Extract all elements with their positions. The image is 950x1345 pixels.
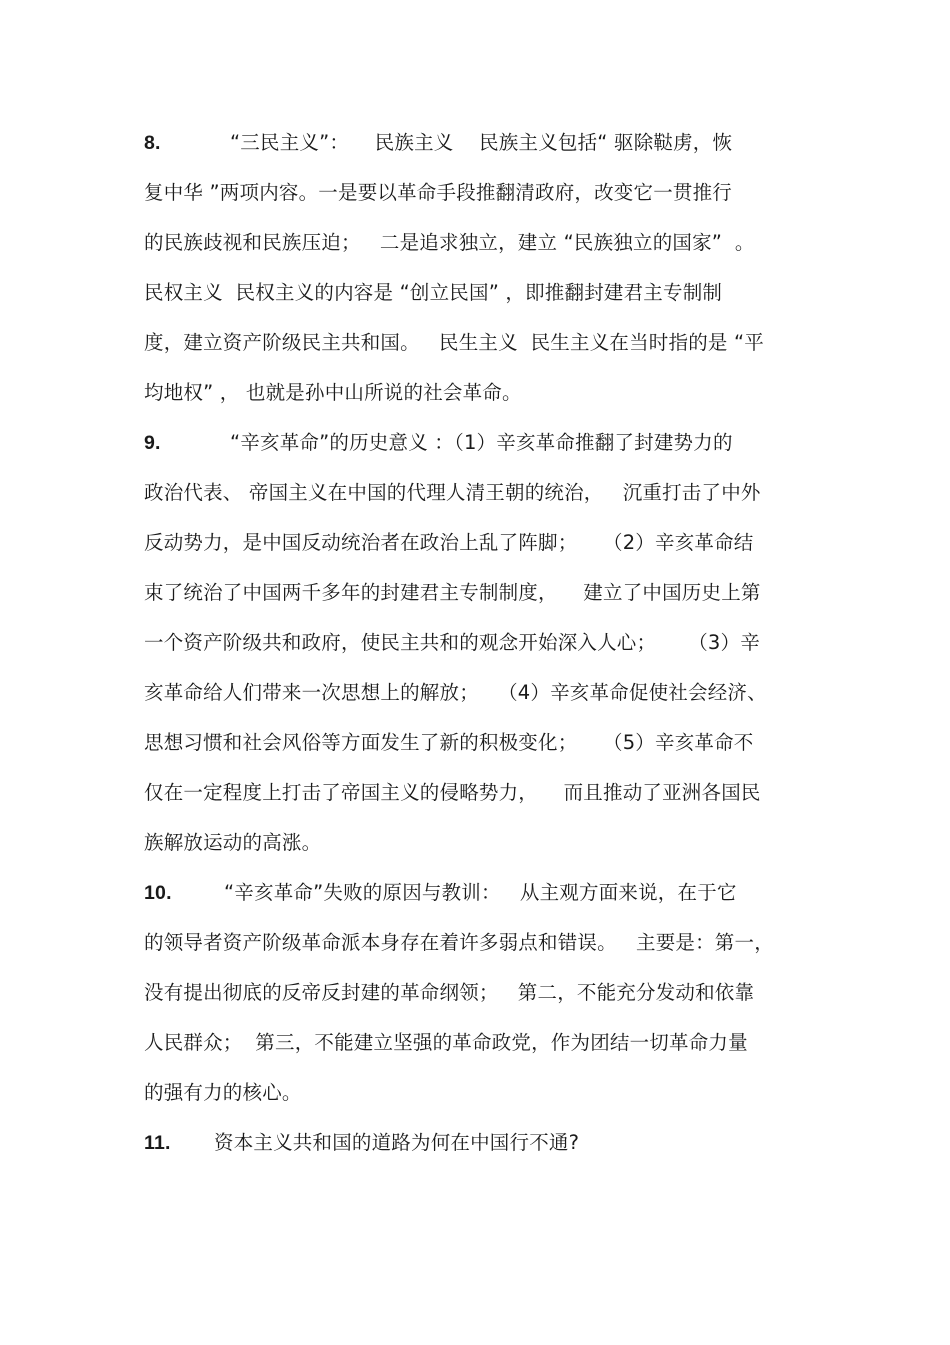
item-11-text-1: 资本主义共和国的道路为何在中国行不通?: [214, 1131, 580, 1154]
item-10-line-1: [144, 880, 814, 906]
item-10-number: 10.: [144, 882, 172, 904]
item-8-line-4: 民权主义 民权主义的内容是 “创立民国” ，即推翻封建君主专制制: [144, 281, 723, 304]
item-9-line-9: 族解放运动的高涨。: [144, 831, 322, 854]
item-9-line-7: 思想习惯和社会风俗等方面发生了新的积极变化； （5）辛亥革命不: [144, 731, 754, 754]
item-9-line-2: 政治代表、 帝国主义在中国的代理人清王朝的统治， 沉重打击了中外: [144, 481, 761, 504]
item-9-line-3: 反动势力，是中国反动统治者在政治上乱了阵脚； （2）辛亥革命结: [144, 531, 754, 554]
item-10-line-3: 没有提出彻底的反帝反封建的革命纲领； 第二，不能充分发动和依靠: [144, 981, 755, 1004]
item-8-line-6: 均地权” ， 也就是孙中山所说的社会革命。: [144, 381, 522, 404]
item-9-line-6: 亥革命给人们带来一次思想上的解放； （4）辛亥革命促使社会经济、: [144, 681, 767, 704]
item-8-line-5: 度，建立资产阶级民主共和国。 民生主义 民生主义在当时指的是 “平: [144, 331, 764, 354]
item-9-number: 9.: [144, 432, 161, 454]
item-10-text-1: “辛亥革命”失败的原因与教训： 从主观方面来说，在于它: [224, 881, 737, 904]
item-11-line-1: [144, 1130, 814, 1156]
item-9-line-8: 仅在一定程度上打击了帝国主义的侵略势力， 而且推动了亚洲各国民: [144, 781, 761, 804]
item-8-text-1: “三民主义”： 民族主义 民族主义包括“ 驱除鞑虏，恢: [230, 131, 733, 154]
item-11-number: 11.: [144, 1132, 171, 1154]
item-9-text-1: “辛亥革命”的历史意义 ：（1）辛亥革命推翻了封建势力的: [230, 431, 733, 454]
item-8-line-2: 复中华 ”两项内容。一是要以革命手段推翻清政府，改变它一贯推行: [144, 181, 733, 204]
item-9-line-4: 束了统治了中国两千多年的封建君主专制制度， 建立了中国历史上第: [144, 581, 761, 604]
item-9-line-1: [144, 430, 814, 456]
item-9-line-5: 一个资产阶级共和政府，使民主共和的观念开始深入人心； （3）辛: [144, 631, 760, 654]
item-10-line-5: 的强有力的核心。: [144, 1081, 302, 1104]
item-8-line-3: 的民族歧视和民族压迫； 二是追求独立，建立 “民族独立的国家” 。: [144, 231, 755, 254]
item-8-number: 8.: [144, 132, 161, 154]
item-10-line-2: 的领导者资产阶级革命派本身存在着许多弱点和错误。 主要是：第一，: [144, 931, 774, 954]
item-10-line-4: 人民群众； 第三，不能建立坚强的革命政党，作为团结一切革命力量: [144, 1031, 748, 1054]
item-8-line-1: [144, 130, 814, 156]
